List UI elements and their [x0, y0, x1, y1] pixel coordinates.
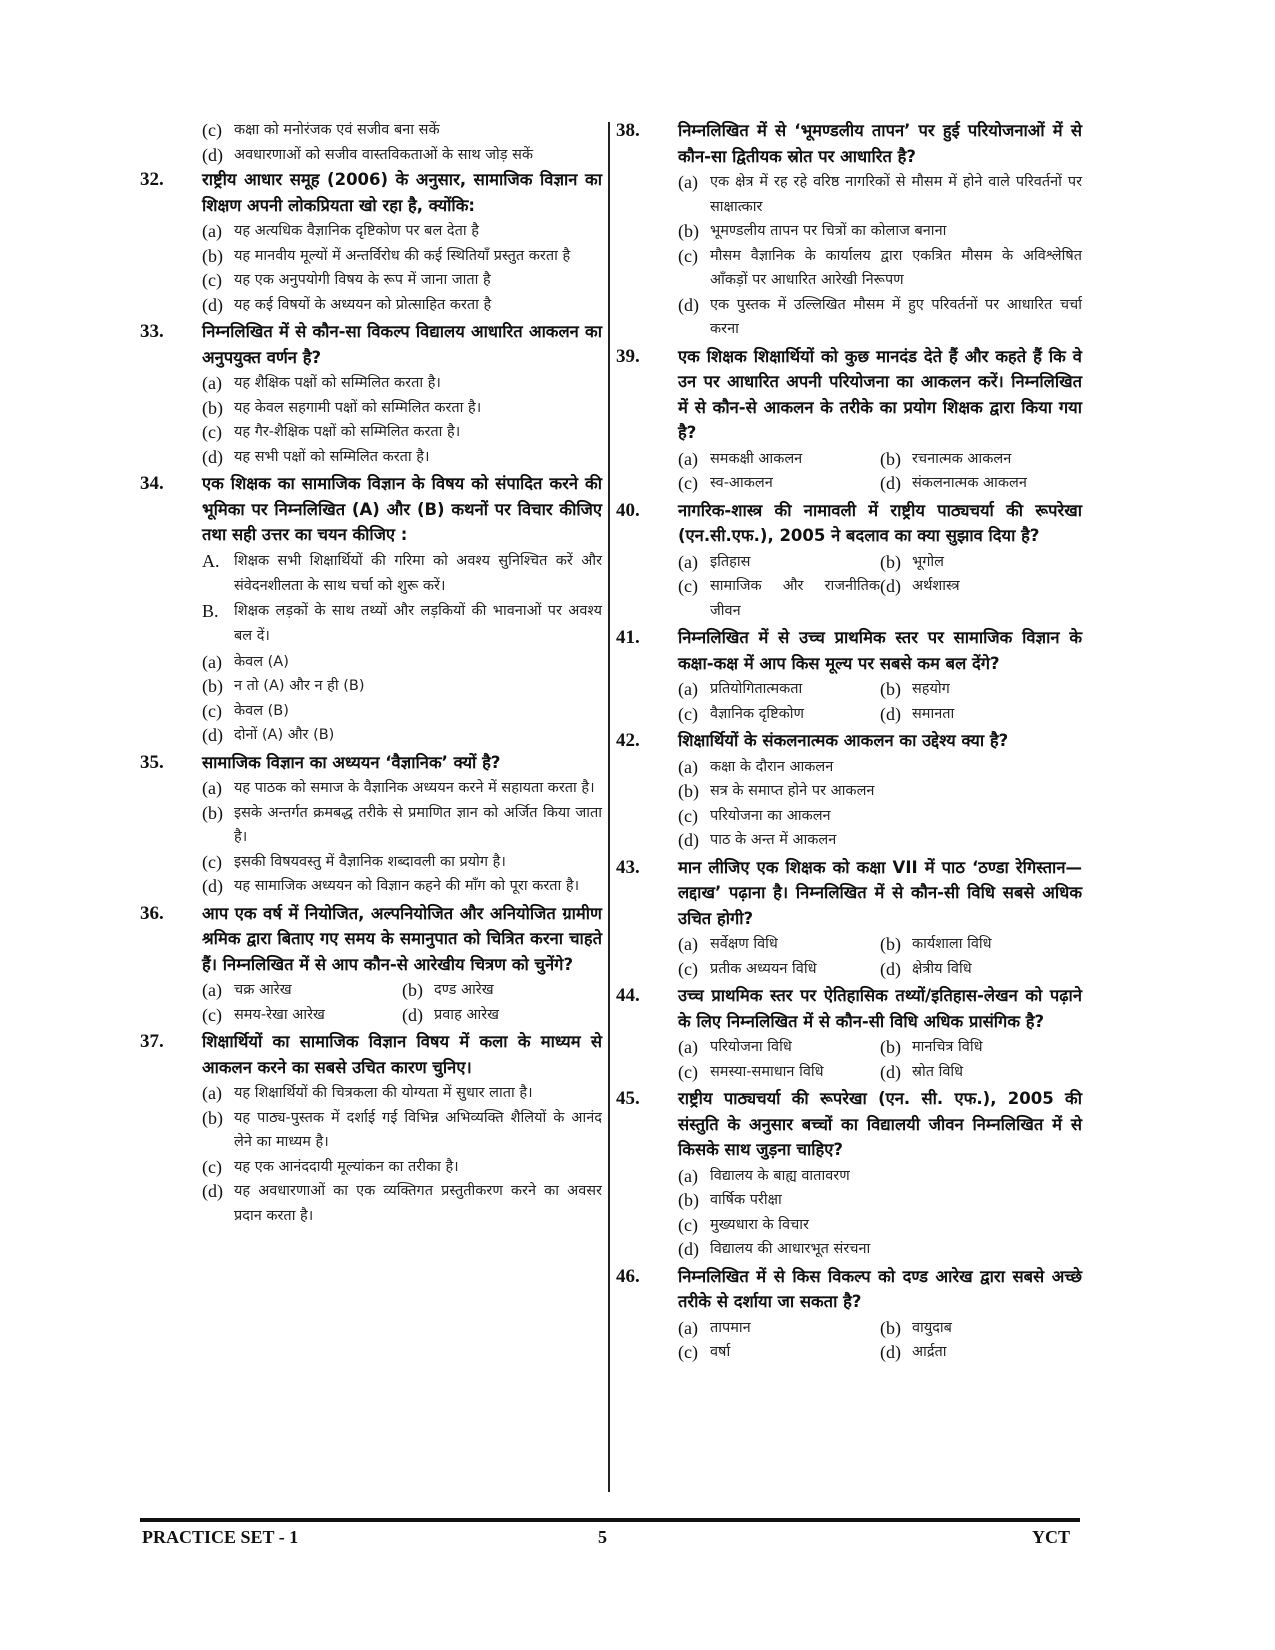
option-text: यह गैर-शैक्षिक पक्षों को सम्मिलित करता है।: [234, 424, 461, 440]
question-number: 33.: [140, 321, 164, 342]
option-text: यह पाठक को समाज के वैज्ञानिक अध्ययन करने में सहायता करता है।: [234, 780, 595, 796]
option-text: एक पुस्तक में उल्लिखित मौसम में हुए परिवर्तनों पर आधारित चर्चा करना: [710, 296, 1082, 337]
option-label: (c): [678, 1342, 698, 1362]
option-b: [202, 1106, 602, 1155]
option-label: (d): [202, 725, 223, 745]
option-label: (b): [880, 1317, 901, 1338]
options-list: [678, 550, 1082, 624]
question-text: निम्नलिखित में से उच्च प्राथमिक स्तर पर सामाजिक विज्ञान के कक्षा-कक्ष में आप किस मूल्य पर सबसे कम बल देंगे?: [678, 628, 1082, 673]
question-45: [616, 1086, 1082, 1262]
option-label: (a): [202, 651, 222, 672]
option-d: [880, 957, 1082, 982]
option-text: यह सभी पक्षों को सम्मिलित करता है।: [234, 448, 430, 465]
option-d: [880, 574, 1082, 623]
option-label: (b): [202, 397, 223, 418]
option-c: [678, 1340, 880, 1365]
option-label: (d): [880, 1342, 901, 1362]
option-label: (c): [678, 703, 698, 724]
option-b: [202, 674, 602, 699]
option-text: विद्यालय के बाह्य वातावरण: [710, 1167, 850, 1184]
option-label: (d): [678, 1239, 699, 1259]
question-36: [140, 901, 602, 1028]
option-c: [678, 471, 880, 496]
option-text: मानचित्र विधि: [912, 1039, 983, 1055]
option-b: [678, 1188, 1082, 1213]
question-text: निम्नलिखित में से कौन-सा विकल्प विद्यालय आधारित आकलन का अनुपयुक्त वर्णन है?: [202, 322, 602, 367]
option-b: [202, 396, 602, 421]
question-38: [616, 118, 1082, 342]
question-number: 37.: [140, 1031, 164, 1052]
option-label: (d): [202, 876, 223, 896]
option-label: (c): [678, 245, 698, 266]
statement-text: शिक्षक सभी शिक्षार्थियों की गरिमा को अवश्य सुनिश्चित करें और संवेदनशीलता के साथ चर्चा को शुरू करें।: [234, 552, 602, 594]
option-c: [678, 957, 880, 982]
question-39: [616, 344, 1082, 496]
footer-rule: [140, 1518, 1080, 1522]
question-text: शिक्षार्थियों के संकलनात्मक आकलन का उद्देश्य क्या है?: [678, 731, 1009, 750]
option-b: [202, 244, 602, 269]
option-label: (a): [202, 221, 222, 241]
options-list: [202, 219, 602, 317]
question-number: 38.: [616, 120, 640, 141]
option-label: (d): [202, 1181, 223, 1201]
option-text: केवल (A): [234, 653, 289, 670]
question-number: 35.: [140, 751, 164, 773]
option-d: [202, 445, 602, 470]
statement-label: A.: [202, 550, 220, 571]
option-label: (d): [880, 1061, 901, 1082]
option-b: [880, 677, 1082, 702]
option-label: (b): [880, 1037, 901, 1057]
statement-a: [202, 549, 602, 599]
option-label: (a): [678, 1037, 698, 1057]
option-text: इतिहास: [710, 553, 751, 570]
option-b: [678, 779, 1082, 804]
question-text: उच्च प्राथमिक स्तर पर ऐतिहासिक तथ्यों/इतिहास-लेखन को पढ़ाने के लिए निम्नलिखित में से कौन-सी विधि अधिक प्रासंगिक है?: [678, 986, 1082, 1031]
question-text: सामाजिक विज्ञान का अध्ययन ‘वैज्ञानिक’ क्यों है?: [202, 752, 501, 772]
option-d: [678, 293, 1082, 342]
option-label: (c): [678, 473, 698, 493]
option-label: (b): [880, 448, 901, 469]
question-number: 41.: [616, 627, 640, 648]
options-list: [678, 447, 1082, 496]
option-text: स्व-आकलन: [710, 475, 773, 491]
options-list: [202, 650, 602, 748]
question-number: 45.: [616, 1088, 640, 1109]
option-text: यह केवल सहगामी पक्षों को सम्मिलित करता है।: [234, 399, 482, 416]
option-label: (c): [678, 958, 698, 979]
option-d: [202, 1179, 602, 1228]
question-46: [616, 1264, 1082, 1365]
option: [202, 143, 602, 168]
option-label: (d): [880, 958, 901, 979]
option-text: अवधारणाओं को सजीव वास्तविकताओं के साथ जोड़ सकें: [234, 146, 534, 163]
option-label: (c): [202, 1004, 222, 1025]
option-text: प्रतीक अध्ययन विधि: [710, 960, 817, 977]
option-text: यह शिक्षार्थियों की चित्रकला की योग्यता में सुधार लाता है।: [234, 1085, 533, 1101]
option-label: (d): [202, 294, 223, 315]
option-text: क्षेत्रीय विधि: [912, 960, 972, 977]
option-a: [678, 447, 880, 472]
option-text: इसके अन्तर्गत क्रमबद्ध तरीके से प्रमाणित ज्ञान को अर्जित किया जाता है।: [234, 804, 602, 845]
option-a: [202, 371, 602, 396]
option-label: (d): [880, 576, 901, 596]
question-number: 40.: [616, 499, 640, 521]
question-text: राष्ट्रीय आधार समूह (2006) के अनुसार, सामाजिक विज्ञान का शिक्षण अपनी लोकप्रियता खो रहा है, क्योंकि:: [202, 170, 602, 215]
option-d: [202, 874, 602, 899]
option-text: समय-रेखा आरेख: [234, 1006, 325, 1023]
option-c: [202, 699, 602, 724]
option-a: [678, 932, 880, 957]
option-a: [678, 1316, 880, 1341]
option-label: (c): [202, 1156, 222, 1177]
options-list: [678, 1164, 1082, 1262]
option-text: वायुदाब: [912, 1319, 952, 1336]
option-text: यह सामाजिक अध्ययन को विज्ञान कहने की माँग को पूरा करता है।: [234, 878, 580, 894]
footer-practice-set: PRACTICE SET - 1: [142, 1527, 299, 1547]
option-a: [202, 978, 402, 1003]
option-label: (d): [880, 473, 901, 493]
option-c: [202, 268, 602, 293]
option-a: [678, 677, 880, 702]
question-43: [616, 855, 1082, 982]
option-d: [202, 293, 602, 318]
option-label: (c): [202, 851, 222, 872]
option-label: (c): [678, 1214, 698, 1235]
option-text: भूमण्डलीय तापन पर चित्रों का कोलाज बनाना: [710, 223, 947, 239]
option-a: [678, 755, 1082, 780]
option-label: (d): [402, 1004, 423, 1025]
option-a: [202, 1081, 602, 1106]
option-text: सामाजिक और राजनीतिक जीवन: [710, 578, 880, 619]
option-c: [678, 1060, 880, 1085]
option-a: [202, 219, 602, 244]
option-label: (b): [202, 1107, 223, 1128]
options-list: [202, 776, 602, 899]
option-label: (a): [202, 778, 222, 798]
option-label: (b): [202, 676, 223, 696]
option-c: [678, 804, 1082, 829]
right-column: [616, 118, 1082, 1367]
page-body: [140, 118, 1080, 1498]
option-text: यह कई विषयों के अध्ययन को प्रोत्साहित करता है: [234, 296, 492, 313]
option-label: (d): [880, 703, 901, 724]
option-label: (b): [880, 551, 901, 572]
option-text: आर्द्रता: [912, 1344, 947, 1360]
options-list: [678, 755, 1082, 853]
question-35: [140, 750, 602, 899]
option-text: यह एक अनुपयोगी विषय के रूप में जाना जाता है: [234, 272, 491, 288]
question-text: शिक्षार्थियों का सामाजिक विज्ञान विषय में कला के माध्यम से आकलन करने का सबसे उचित कारण चुनिए।: [202, 1032, 602, 1077]
option-text: मुख्यधारा के विचार: [710, 1216, 809, 1233]
option-text: यह अत्यधिक वैज्ञानिक दृष्टिकोण पर बल देता है: [234, 223, 479, 239]
option-a: [678, 170, 1082, 219]
options-list: [678, 1035, 1082, 1084]
option-text: न तो (A) और न ही (B): [234, 678, 365, 694]
options-list: [678, 932, 1082, 981]
options-list: [678, 677, 1082, 726]
option-c: [678, 574, 880, 623]
options-list: [678, 1316, 1082, 1365]
option-text: वैज्ञानिक दृष्टिकोण: [710, 705, 804, 722]
option-label: (c): [202, 270, 222, 290]
option-label: (d): [202, 446, 223, 467]
option-b: [880, 447, 1082, 472]
option-text: एक क्षेत्र में रह रहे वरिष्ठ नागरिकों से मौसम में होने वाले परिवर्तनों पर साक्षात्कार: [710, 174, 1082, 215]
option-text: वार्षिक परीक्षा: [710, 1192, 782, 1208]
option-c: [678, 1213, 1082, 1238]
option-d: [880, 1340, 1082, 1365]
option-label: (c): [202, 120, 222, 140]
option-d: [880, 471, 1082, 496]
option-d: [202, 723, 602, 748]
statements-list: [202, 549, 602, 649]
question-text: आप एक वर्ष में नियोजित, अल्पनियोजित और अनियोजित ग्रामीण श्रमिक द्वारा बिताए गए समय के समानुपात को चित्रित करना चाहते हैं। निम्नलिखित में से आप कौन-से आरेखीय चित्रण को चुनेंगे?: [202, 903, 602, 974]
option-d: [402, 1003, 602, 1028]
question-text: मान लीजिए एक शिक्षक को कक्षा VII में पाठ ‘ठण्डा रेगिस्तान—लद्दाख’ पढ़ाना है। निम्नलिखित में से कौन-सी विधि सबसे अधिक उचित होगी?: [678, 857, 1082, 928]
option-c: [202, 850, 602, 875]
option-text: सत्र के समाप्त होने पर आकलन: [710, 783, 875, 799]
option-text: समकक्षी आकलन: [710, 450, 803, 467]
option-c: [202, 1003, 402, 1028]
option-b: [880, 1316, 1082, 1341]
question-40: [616, 498, 1082, 624]
option-label: (a): [678, 756, 698, 777]
column-divider: [608, 122, 610, 1492]
question-41: [616, 625, 1082, 726]
option-text: कक्षा को मनोरंजक एवं सजीव बना सकें: [234, 122, 440, 138]
option-text: यह पाठ्य-पुस्तक में दर्शाई गई विभिन्न अभिव्यक्ति शैलियों के आनंद लेने का माध्यम है।: [234, 1109, 602, 1150]
option-text: वर्षा: [710, 1344, 731, 1360]
option-label: (b): [678, 781, 699, 801]
option-text: सर्वेक्षण विधि: [710, 936, 778, 952]
option-c: [678, 702, 880, 727]
footer-publisher: YCT: [1031, 1527, 1070, 1547]
option-label: (a): [202, 373, 222, 393]
option-text: समस्या-समाधान विधि: [710, 1063, 824, 1080]
option-b: [880, 550, 1082, 575]
option-a: [678, 1035, 880, 1060]
option-text: रचनात्मक आकलन: [912, 450, 1012, 467]
question-number: 43.: [616, 856, 640, 878]
options-list: [678, 170, 1082, 342]
question-number: 36.: [140, 902, 164, 924]
option-label: (b): [678, 221, 699, 241]
continuation-options: [140, 118, 602, 167]
question-number: 42.: [616, 730, 640, 751]
option-a: [202, 650, 602, 675]
option-text: सहयोग: [912, 681, 950, 697]
question-text: नागरिक-शास्त्र की नामावली में राष्ट्रीय पाठ्यचर्या की रूपरेखा (एन.सी.एफ.), 2005 ने बदलाव का क्या सुझाव दिया है?: [678, 500, 1082, 545]
option-label: (b): [402, 980, 423, 1000]
option-text: प्रवाह आरेख: [434, 1006, 499, 1023]
option-label: (c): [202, 422, 222, 442]
options-list: [202, 1081, 602, 1228]
option-text: समानता: [912, 705, 955, 722]
option-text: केवल (B): [234, 702, 289, 719]
option-a: [678, 1164, 1082, 1189]
option-text: तापमान: [710, 1319, 751, 1336]
option-text: परियोजना विधि: [710, 1039, 792, 1055]
question-number: 34.: [140, 473, 164, 494]
option-text: यह मानवीय मूल्यों में अन्तर्विरोध की कई स्थितियाँ प्रस्तुत करता है: [234, 247, 571, 264]
option-label: (a): [678, 448, 698, 469]
option-label: (c): [678, 805, 698, 826]
option-label: (a): [678, 172, 698, 192]
option-label: (b): [880, 934, 901, 954]
question-number: 32.: [140, 169, 164, 190]
option-b: [402, 978, 602, 1003]
option-label: (a): [678, 1165, 698, 1186]
question-44: [616, 983, 1082, 1084]
statement-label: B.: [202, 600, 219, 621]
question-text: राष्ट्रीय पाठ्यचर्या की रूपरेखा (एन. सी. एफ.), 2005 की संस्तुति के अनुसार बच्चों का विद्यालयी जीवन निम्नलिखित में से किसके साथ जुड़ना चाहिए?: [678, 1089, 1082, 1159]
options-list: [202, 371, 602, 469]
question-text: निम्नलिखित में से किस विकल्प को दण्ड आरेख द्वारा सबसे अच्छे तरीके से दर्शाया जा सकता है?: [678, 1266, 1082, 1311]
option-d: [880, 1060, 1082, 1085]
options-list: [202, 978, 602, 1027]
option-label: (a): [678, 551, 698, 572]
option-text: दण्ड आरेख: [434, 982, 494, 998]
option-label: (d): [678, 830, 699, 850]
option-text: यह अवधारणाओं का एक व्यक्तिगत प्रस्तुतीकरण करने का अवसर प्रदान करता है।: [234, 1183, 602, 1224]
question-42: [616, 728, 1082, 853]
option-b: [678, 219, 1082, 244]
question-text: निम्नलिखित में से ‘भूमण्डलीय तापन’ पर हुई परियोजनाओं में से कौन-सा द्वितीयक स्रोत पर आधारित है?: [678, 121, 1082, 166]
statement-b: [202, 599, 602, 649]
option-label: (b): [880, 679, 901, 699]
page-number: 5: [598, 1527, 607, 1547]
option-label: (b): [202, 245, 223, 266]
option-label: (a): [202, 1083, 222, 1103]
option-label: (b): [202, 802, 223, 823]
option-text: मौसम वैज्ञानिक के कार्यालय द्वारा एकत्रित मौसम के अविश्लेषित आँकड़ों पर आधारित आरेखी निरूपण: [710, 247, 1082, 288]
option-label: (d): [202, 144, 223, 165]
option-label: (d): [678, 294, 699, 315]
left-column: [140, 118, 602, 1230]
statement-text: शिक्षक लड़कों के साथ तथ्यों और लड़कियों की भावनाओं पर अवश्य बल दें।: [234, 602, 602, 644]
option-label: (c): [678, 576, 698, 596]
option-d: [880, 702, 1082, 727]
option-text: संकलनात्मक आकलन: [912, 475, 1027, 491]
option-label: (a): [678, 1317, 698, 1338]
option-text: भूगोल: [912, 553, 944, 570]
option-text: पाठ के अन्त में आकलन: [710, 832, 837, 848]
option-d: [678, 1237, 1082, 1262]
option-label: (c): [202, 700, 222, 721]
question-34: [140, 471, 602, 748]
option-text: परियोजना का आकलन: [710, 807, 831, 824]
option-text: कार्यशाला विधि: [912, 936, 992, 952]
option-label: (b): [678, 1190, 699, 1210]
option-label: (a): [678, 934, 698, 954]
option-c: [678, 244, 1082, 293]
option-c: [202, 1155, 602, 1180]
question-text: एक शिक्षक का सामाजिक विज्ञान के विषय को संपादित करने की भूमिका पर निम्नलिखित (A) और (B) कथनों पर विचार कीजिए तथा सही उत्तर का चयन कीजिए :: [202, 474, 602, 544]
question-number: 44.: [616, 985, 640, 1006]
option-text: यह एक आनंददायी मूल्यांकन का तरीका है।: [234, 1158, 459, 1175]
question-number: 46.: [616, 1265, 640, 1287]
question-33: [140, 319, 602, 469]
option-b: [880, 1035, 1082, 1060]
option-label: (a): [678, 679, 698, 699]
option-b: [880, 932, 1082, 957]
question-37: [140, 1029, 602, 1228]
option-a: [202, 776, 602, 801]
option-c: [202, 420, 602, 445]
option-d: [678, 828, 1082, 853]
option-text: चक्र आरेख: [234, 982, 292, 998]
option-text: यह शैक्षिक पक्षों को सम्मिलित करता है।: [234, 375, 441, 391]
option: [202, 118, 602, 143]
page-footer: [140, 1527, 1080, 1551]
question-text: एक शिक्षक शिक्षार्थियों को कुछ मानदंड देते हैं और कहते हैं कि वे उन पर आधारित अपनी परियोजना का आकलन करें। निम्नलिखित में से कौन-से आकलन के तरीके का प्रयोग शिक्षक द्वारा किया गया है?: [678, 346, 1082, 442]
question-32: [140, 167, 602, 317]
option-b: [202, 801, 602, 850]
option-text: अर्थशास्त्र: [912, 578, 960, 594]
option-text: विद्यालय की आधारभूत संरचना: [710, 1241, 871, 1257]
option-text: प्रतियोगितात्मकता: [710, 681, 803, 697]
question-number: 39.: [616, 345, 640, 367]
option-text: कक्षा के दौरान आकलन: [710, 758, 834, 775]
option-label: (a): [202, 980, 222, 1000]
option-text: स्रोत विधि: [912, 1063, 964, 1080]
option-text: दोनों (A) और (B): [234, 727, 335, 743]
option-label: (c): [678, 1061, 698, 1082]
option-a: [678, 550, 880, 575]
option-text: इसकी विषयवस्तु में वैज्ञानिक शब्दावली का प्रयोग है।: [234, 853, 506, 870]
